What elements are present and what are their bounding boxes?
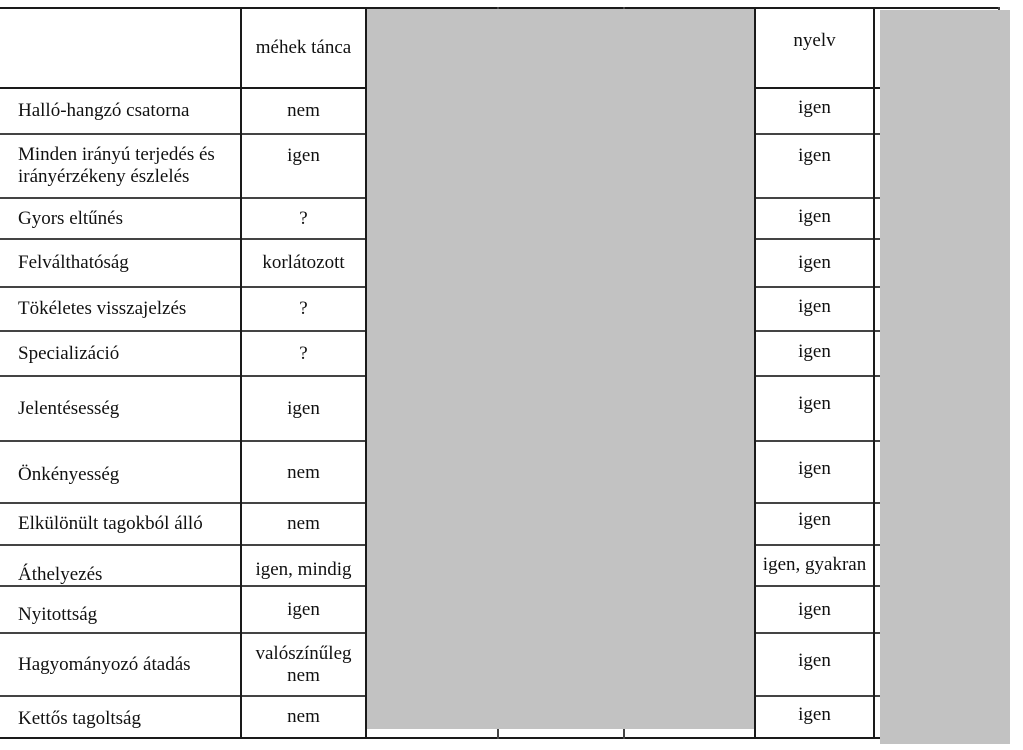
bee-value: igen: [287, 397, 320, 419]
bee-value: nem: [287, 513, 320, 534]
bee-value: nem: [287, 100, 320, 121]
row-label: Áthelyezés: [18, 563, 103, 585]
language-value: igen: [798, 296, 831, 317]
language-value: igen: [798, 145, 831, 166]
language-value: igen: [798, 252, 831, 273]
bee-value: [242, 634, 365, 695]
bee-value: ?: [299, 298, 308, 319]
bee-value: igen: [287, 599, 320, 620]
bee-value-line: valószínűleg: [255, 642, 352, 664]
bee-value: nem: [287, 462, 320, 483]
bee-value: igen, mindig: [255, 558, 352, 580]
language-value: igen: [798, 97, 831, 118]
row-label: Jelentésesség: [18, 397, 120, 419]
bee-value-line: nem: [287, 664, 320, 686]
row-label: Specializáció: [18, 342, 120, 364]
language-value: igen: [798, 509, 831, 530]
bee-value: igen: [287, 145, 320, 166]
header-bee-dance: méhek tánca: [255, 37, 352, 58]
language-value: igen: [798, 340, 831, 362]
row-label: Önkényesség: [18, 464, 120, 485]
language-value: igen: [798, 205, 831, 227]
row-label: Gyors eltűnés: [18, 207, 124, 229]
header-language: nyelv: [793, 30, 836, 51]
row-label-line: irányérzékeny észlelés: [18, 166, 190, 187]
bee-value: korlátozott: [262, 252, 345, 273]
row-label: Elkülönült tagokból álló: [18, 513, 203, 534]
column-border: [873, 7, 875, 739]
row-label: [0, 135, 240, 197]
row-label: Hagyományozó átadás: [18, 653, 191, 675]
row-label: Kettős tagoltság: [18, 708, 141, 729]
row-label: Halló-hangzó csatorna: [18, 100, 190, 121]
redacted-column-block: [880, 10, 1010, 744]
bee-value: nem: [287, 706, 320, 727]
language-value: igen: [798, 458, 831, 479]
language-value: igen: [798, 392, 831, 414]
row-label: Nyitottság: [18, 604, 98, 625]
row-label-line: Minden irányú terjedés és: [18, 144, 215, 165]
language-value: igen: [798, 599, 831, 620]
language-value: igen, gyakran: [762, 553, 867, 575]
row-label: Felválthatóság: [18, 252, 129, 273]
redacted-columns-block: [367, 9, 754, 729]
language-value: igen: [798, 704, 831, 725]
language-value: igen: [798, 650, 831, 671]
row-label: Tökéletes visszajelzés: [18, 298, 187, 319]
bee-value: ?: [299, 207, 308, 229]
bee-value: ?: [299, 342, 308, 364]
